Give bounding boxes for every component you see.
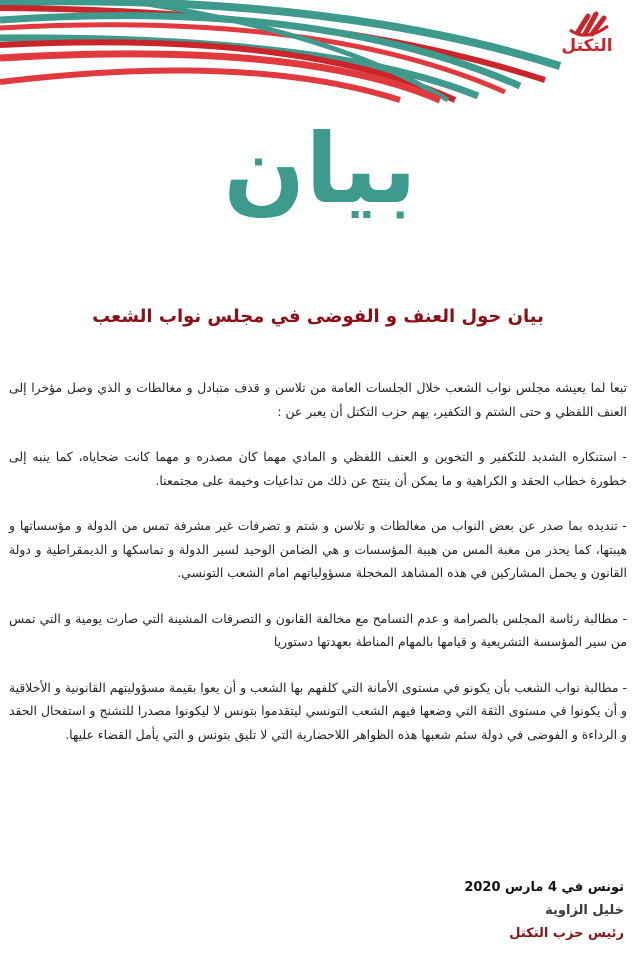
intro-paragraph: تبعا لما يعيشه مجلس نواب الشعب خلال الجلسات العامة من تلاسن و قذف متبادل و مغالطات و الذي وصل مؤخرا إلى العنف اللفظي و حتى الشتم و التكفير، يهم حزب التكتل أن يعبر عن : [9,380,627,419]
paragraph-deputies-demand: - مطالبة نواب الشعب بأن يكونو في مستوى الأمانة التي كلفهم بها الشعب و أن يعوا بقيمة مسؤوليتهم القانونية و الأخلاقية و أن يكونوا في مستوى الثقة التي وضعها فيهم الشعب التونسي ليتقدموا بتونس لا ليكونوا مصدرا للتشنج و استفحال الحقد و الرداءة و الفوضى في دولة سئم شعبها هذه الظواهر اللاحضارية التي لا تليق بتونس و التي يأمل القضاء عليها. [9,679,627,742]
paragraph-denunciation: - تنديده بما صدر عن بعض النواب من مغالطات و تلاسن و شتم و تصرفات غير مشرفة تمس من الدولة و مؤسساتها و هيبتها، كما يحذر من مغبة المس من هيبة المؤسسات و هي الضامن الوحيد لسير الدولة و تماسكها و الديمقراطية و دولة القانون و يحمل المشاركين في هذه المشاهد المخجلة مسؤولياتهم امام الشعب التونسي. [9,518,627,580]
signature-block [324,876,624,945]
place-date: تونس في 4 مارس 2020 [464,880,624,895]
signatory-role: رئيس حزب التكتل [509,926,624,941]
statement-body [9,376,627,768]
signatory-name: خليل الزاوية [545,903,624,918]
banner-word-graphic [210,110,430,220]
logo-text: التكتل [561,36,613,56]
svg-text:بيان: بيان [223,113,417,220]
paragraph-condemnation: - استنكاره الشديد للتكفير و التخوين و العنف اللفظي و المادي مهما كان مصدره و مهما كانت ضحاياه، كما ينبه إلى خطورة خطاب الحقد و الكراهية و ما يمكن أن ينتج عن ذلك من تداعيات وخيمة على مجتمعنا. [9,449,627,488]
paragraph-presidency-demand: - مطالبة رئاسة المجلس بالصرامة و عدم التسامح مع مخالفة القانون و التصرفات المشينة التي صارت يومية و التي تمس من سير المؤسسة التشريعية و قيامها بالمهام المناطة بعهدتها دستوريا [9,610,627,649]
page-title: بيان حول العنف و الفوضى في مجلس نواب الشعب [92,306,544,327]
